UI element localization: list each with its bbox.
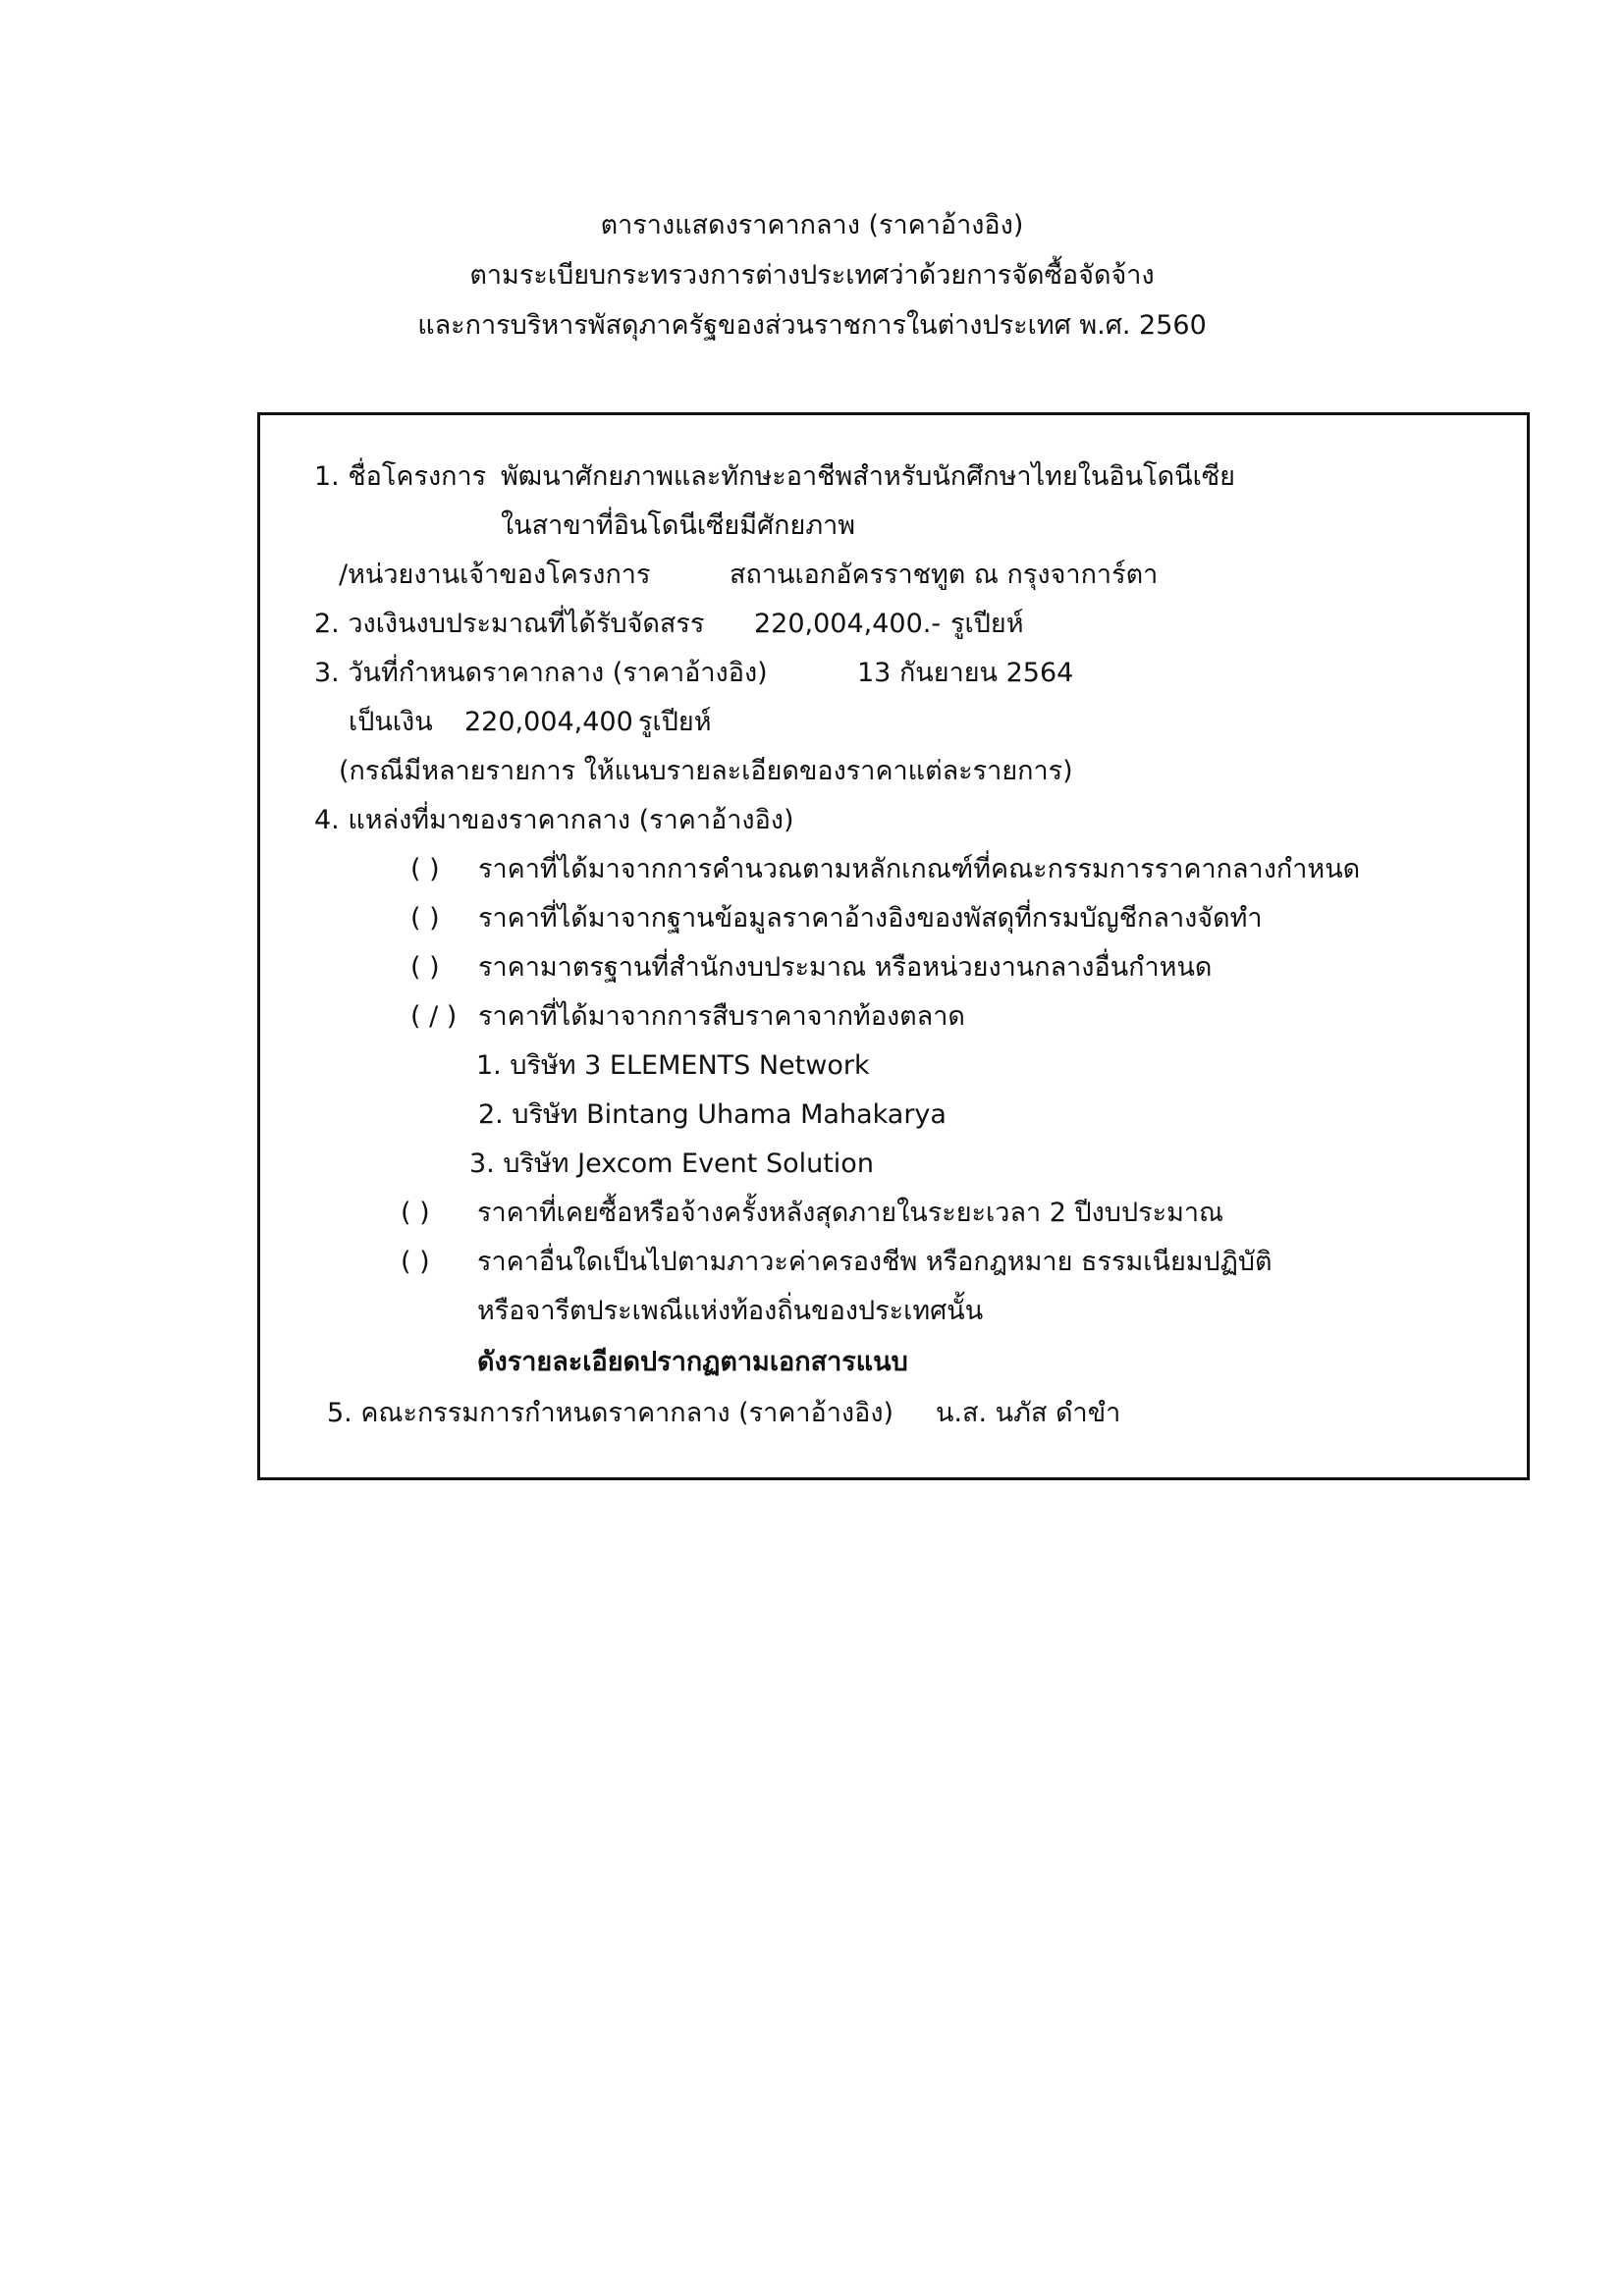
source-option-2-text: ราคาที่ได้มาจากฐานข้อมูลราคาอ้างอิงของพัสดุที่กรมบัญชีกลางจัดทำ <box>478 903 1263 934</box>
source-option-6-text-line1: ราคาอื่นใดเป็นไปตามภาวะค่าครองชีพ หรือกฎหมาย ธรรมเนียมปฏิบัติ <box>477 1247 1272 1277</box>
project-owner-label: /หน่วยงานเจ้าของโครงการ <box>339 560 651 590</box>
reference-amount-value: 220,004,400 <box>464 707 633 737</box>
project-name-label: 1. ชื่อโครงการ <box>314 461 487 492</box>
price-source-label: 4. แหล่งที่มาของราคากลาง (ราคาอ้างอิง) <box>314 805 794 835</box>
document-subtitle-year: และการบริหารพัสดุภาครัฐของส่วนราชการในต่างประเทศ พ.ศ. 2560 <box>417 310 1207 341</box>
budget-currency: รูเปียห์ <box>950 609 1024 639</box>
project-owner-value: สถานเอกอัครราชทูต ณ กรุงจาการ์ตา <box>730 560 1159 590</box>
project-name-line2: ในสาขาที่อินโดนีเซียมีศักยภาพ <box>501 510 856 541</box>
company-3: 3. บริษัท Jexcom Event Solution <box>469 1148 874 1179</box>
source-option-1-checkbox: ( ) <box>410 854 440 884</box>
company-2: 2. บริษัท Bintang Uhama Mahakarya <box>478 1099 947 1130</box>
committee-label: 5. คณะกรรมการกำหนดราคากลาง (ราคาอ้างอิง) <box>327 1398 894 1428</box>
reference-amount-label: เป็นเงิน <box>349 707 433 737</box>
document-subtitle-regulation: ตามระเบียบกระทรวงการต่างประเทศว่าด้วยการจัดซื้อจัดจ้าง <box>469 260 1155 291</box>
reference-amount-currency: รูเปียห์ <box>638 707 712 737</box>
source-option-6-checkbox: ( ) <box>401 1247 430 1277</box>
budget-amount: 220,004,400.- <box>754 609 942 639</box>
source-option-5-checkbox: ( ) <box>401 1198 430 1228</box>
source-option-4-text: ราคาที่ได้มาจากการสืบราคาจากท้องตลาด <box>478 1001 965 1032</box>
source-option-6-text-line2: หรือจารีตประเพณีแห่งท้องถิ่นของประเทศนั้น <box>477 1296 984 1326</box>
source-option-3-checkbox: ( ) <box>410 952 440 983</box>
document-title: ตารางแสดงราคากลาง (ราคาอ้างอิง) <box>600 210 1024 240</box>
budget-label: 2. วงเงินงบประมาณที่ได้รับจัดสรร <box>314 609 705 639</box>
multiple-items-note: (กรณีมีหลายรายการ ให้แนบรายละเอียดของราคาแต่ละรายการ) <box>339 756 1073 786</box>
reference-date-label: 3. วันที่กำหนดราคากลาง (ราคาอ้างอิง) <box>314 658 768 688</box>
company-1: 1. บริษัท 3 ELEMENTS Network <box>476 1050 870 1081</box>
reference-date-value: 13 กันยายน 2564 <box>857 658 1074 688</box>
source-option-2-checkbox: ( ) <box>410 903 440 934</box>
committee-member-name: น.ส. นภัส ดำขำ <box>936 1398 1121 1428</box>
source-option-4-checkbox: ( / ) <box>410 1001 458 1032</box>
source-option-1-text: ราคาที่ได้มาจากการคำนวณตามหลักเกณฑ์ที่คณะกรรมการราคากลางกำหนด <box>478 854 1361 884</box>
project-name-line1: พัฒนาศักยภาพและทักษะอาชีพสำหรับนักศึกษาไทยในอินโดนีเซีย <box>501 461 1235 492</box>
attached-details-note: ดังรายละเอียดปรากฏตามเอกสารแนบ <box>477 1347 908 1377</box>
source-option-3-text: ราคามาตรฐานที่สำนักงบประมาณ หรือหน่วยงานกลางอื่นกำหนด <box>478 952 1213 983</box>
source-option-5-text: ราคาที่เคยซื้อหรือจ้างครั้งหลังสุดภายในระยะเวลา 2 ปีงบประมาณ <box>477 1198 1224 1228</box>
